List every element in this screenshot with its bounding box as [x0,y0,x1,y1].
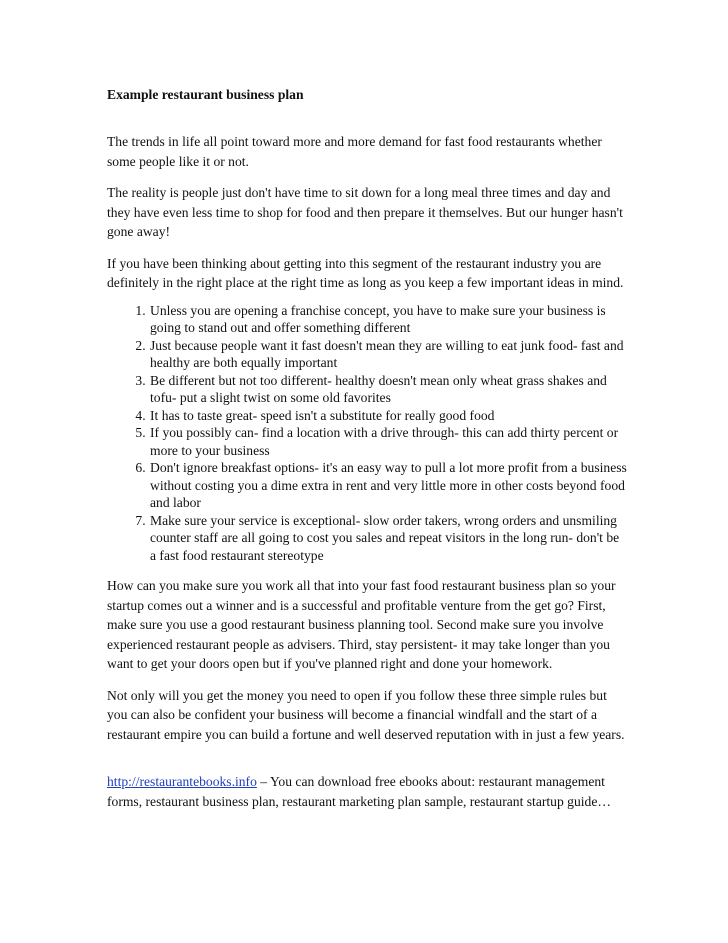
intro-paragraph-1: The trends in life all point toward more and more demand for fast food restaurants whether some people like it or not. [107,134,602,169]
closing-paragraph-1: How can you make sure you work all that into your fast food restaurant business plan so your startup comes out a winner and is a successful and profitable venture from the get go? First, make sure you use a good restaurant business planning tool. Second make sure you involve experienced restaurant people as advisers. Third, stay persistent- it may take longer than you want to get your doors open but if you've planned right and done your homework. [107,578,616,671]
restaurantebooks-link[interactable]: http://restaurantebooks.info [107,774,257,789]
tips-list [107,302,627,565]
list-item: 3. Be different but not too different- healthy doesn't mean only wheat grass shakes and tofu- put a slight twist on some old favorites [149,372,627,407]
intro-paragraph-3: If you have been thinking about getting into this segment of the restaurant industry you are definitely in the right place at the right time as long as you keep a few important ideas in mind. [107,255,624,290]
footer-text: – You can download free ebooks about: restaurant management forms, restaurant business plan, restaurant marketing plan sample, restaurant startup guide… [107,774,611,809]
document-title: Example restaurant business plan [107,87,304,102]
list-item: 7. Make sure your service is exceptional- slow order takers, wrong orders and unsmiling counter staff are all going to cost you sales and repeat visitors in the long run- don't be a fast food restaurant stereotype [149,512,627,565]
intro-paragraph-2: The reality is people just don't have time to sit down for a long meal three times and day and they have even less time to shop for food and then prepare it themselves. But our hunger hasn't gone away! [107,185,623,239]
document-page [107,86,627,825]
list-item: 2. Just because people want it fast doesn't mean they are willing to eat junk food- fast and healthy are both equally important [149,337,627,372]
list-item: 1. Unless you are opening a franchise concept, you have to make sure your business is going to stand out and offer something different [149,302,627,337]
list-item: 6. Don't ignore breakfast options- it's an easy way to pull a lot more profit from a business without costing you a dime extra in rent and very little more in other costs beyond food and labor [149,459,627,512]
footer-note [107,772,627,811]
list-item: 4. It has to taste great- speed isn't a substitute for really good food [149,407,627,425]
list-item: 5. If you possibly can- find a location with a drive through- this can add thirty percent or more to your business [149,424,627,459]
closing-paragraph-2: Not only will you get the money you need to open if you follow these three simple rules but you can also be confident your business will become a financial windfall and the start of a restaurant empire you can build a fortune and well deserved reputation with in just a few years. [107,687,625,742]
